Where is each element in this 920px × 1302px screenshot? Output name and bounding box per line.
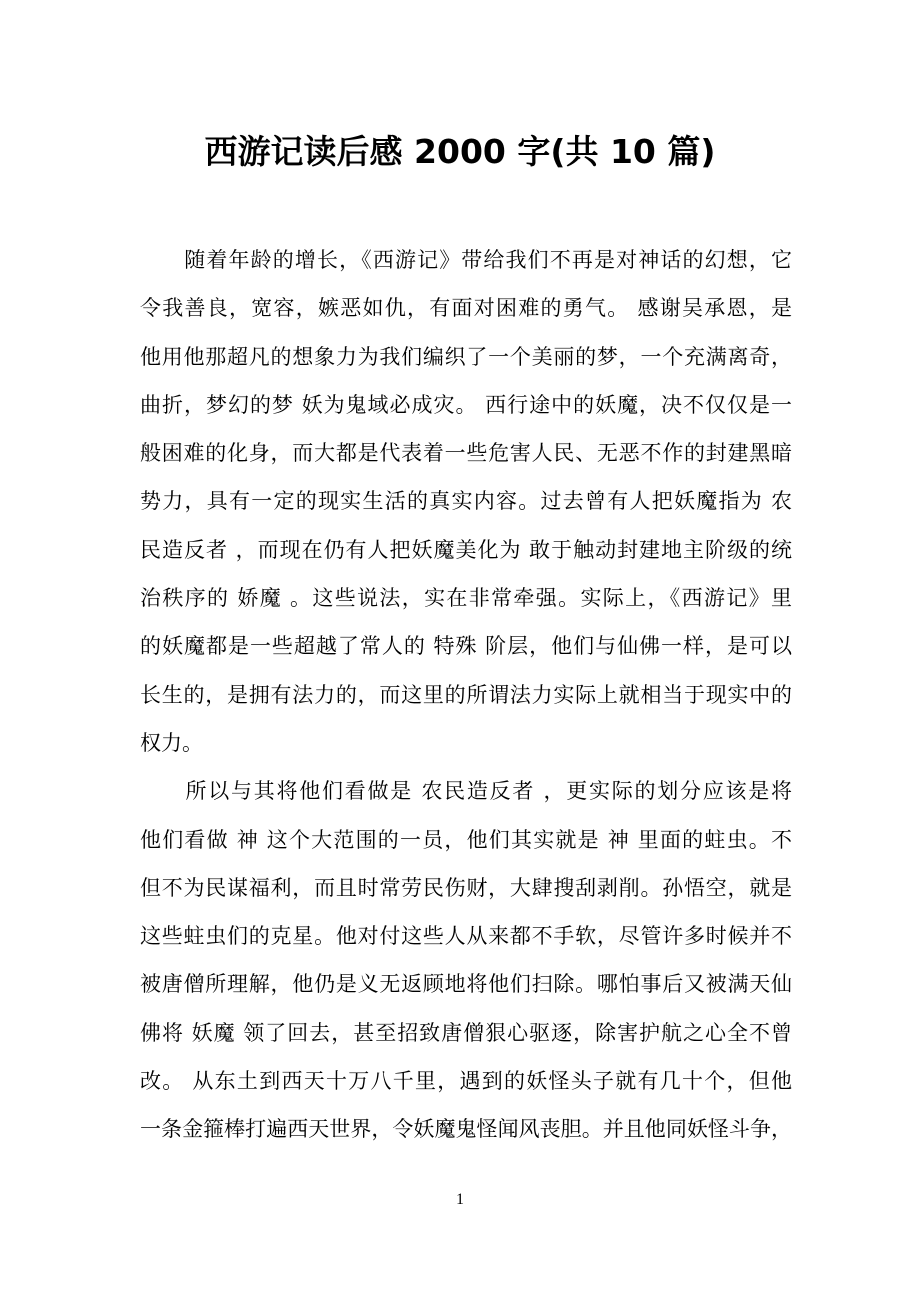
text-line: 改。 从东土到西天十万八千里，遇到的妖怪头子就有几十个，但他: [140, 1069, 792, 1094]
text-line: 佛将 妖魔 领了回去，甚至招致唐僧狠心驱逐，除害护航之心全不曾: [140, 1020, 792, 1045]
text-line: 治秩序的 娇魔 。这些说法，实在非常牵强。实际上，《西游记》里: [140, 586, 792, 611]
text-line: 权力。: [140, 730, 203, 755]
text-line: 所以与其将他们看做是 农民造反者 ，更实际的划分应该是将: [140, 779, 792, 804]
text-line: 曲折，梦幻的梦 妖为鬼域必成灾。 西行途中的妖魔，决不仅仅是一: [140, 392, 792, 417]
text-line: 这些蛀虫们的克星。他对付这些人从来都不手软，尽管许多时候并不: [140, 924, 792, 949]
text-line: 的妖魔都是一些超越了常人的 特殊 阶层，他们与仙佛一样，是可以: [140, 634, 792, 659]
text-line: 令我善良，宽容，嫉恶如仇，有面对困难的勇气。 感谢吴承恩，是: [140, 296, 792, 321]
text-line: 随着年龄的增长，《西游记》带给我们不再是对神话的幻想，它: [140, 248, 792, 272]
text-line: 长生的，是拥有法力的，而这里的所谓法力实际上就相当于现实中的: [140, 682, 792, 707]
page-number: 1: [456, 1191, 464, 1208]
text-line: 一条金箍棒打遍西天世界，令妖魔鬼怪闻风丧胆。并且他同妖怪斗争，: [140, 1117, 792, 1142]
text-line: 势力，具有一定的现实生活的真实内容。过去曾有人把妖魔指为 农: [140, 489, 792, 514]
text-line: 但不为民谋福利，而且时常劳民伤财，大肆搜刮剥削。孙悟空，就是: [140, 875, 792, 900]
text-line: 他用他那超凡的想象力为我们编织了一个美丽的梦，一个充满离奇，: [140, 344, 792, 369]
text-line: 他们看做 神 这个大范围的一员，他们其实就是 神 里面的蛀虫。不: [140, 827, 792, 852]
text-line: 般困难的化身，而大都是代表着一些危害人民、无恶不作的封建黑暗: [140, 441, 792, 466]
body-text: [140, 236, 792, 1154]
text-line: 民造反者 ，而现在仍有人把妖魔美化为 敢于触动封建地主阶级的统: [140, 537, 792, 562]
document-title: 西游记读后感 2000 字(共 10 篇): [204, 132, 716, 171]
text-line: 被唐僧所理解，他仍是义无返顾地将他们扫除。哪怕事后又被满天仙: [140, 972, 792, 997]
